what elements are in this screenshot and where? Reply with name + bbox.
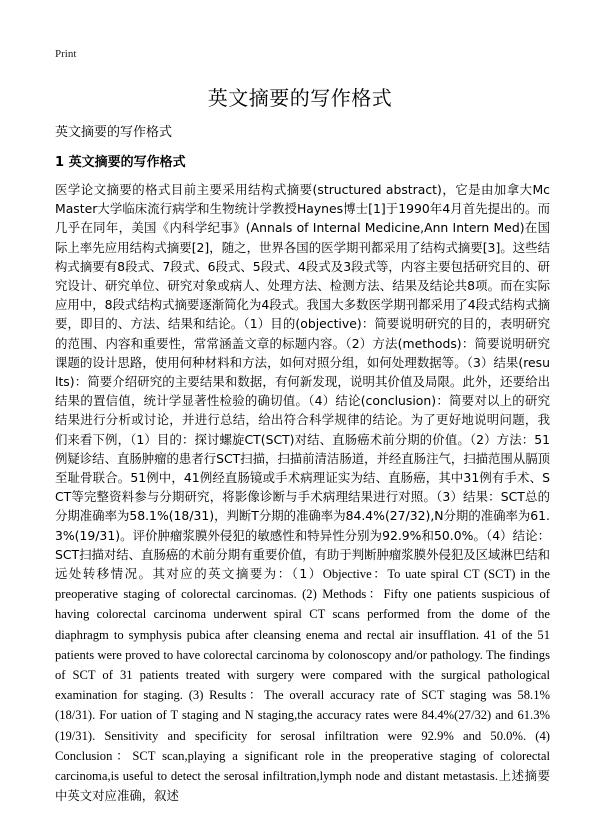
body-text-chinese: 医学论文摘要的格式目前主要采用结构式摘要(structured abstract)，它是由加拿大Mc Master大学临床流行病学和生物统计学教授Haynes博士[1]于1990年4月首先提出的。而几乎在同年，美国《内科学纪事》(Annals of Internal Medicine,Ann Intern Med)在国际上率先应用结构式摘要[2]，随之，世界各国的医学期刊都采用了结构式摘要[3]。这些结构式摘要有8段式、7段式、6段式、5段式、4段式及3段式等，内容主要包括研究目的、研究设计、研究单位、研究对象或病人、处理方法、检测方法、结果及结论共8项。而在实际应用中，8段式结构式摘要逐渐简化为4段式。我国大多数医学期刊都采用了4段式结构式摘要，即目的、方法、结果和结论。（1）目的(objective)：简要说明研究的目的，表明研究的范围、内容和重要性，常常涵盖文章的标题内容。（2）方法(methods)：简要说明研究课题的设计思路，使用何种材料和方法，如何对照分组，如何处理数据等。（3）结果(results)：简要介绍研究的主要结果和数据，有何新发现，说明其价值及局限。此外，还要给出结果的置信值，统计学显著性检验的确切值。（4）结论(conclusion)：简要对以上的研究结果进行分析或讨论，并进行总结，给出符合科学规律的结论。为了更好地说明问题，我们来看下例，（1）目的：探讨螺旋CT(SCT)对结、直肠癌术前分期的价值。（2）方法：51例疑诊结、直肠肿瘤的患者行SCT扫描，扫描前清洁肠道，并经直肠注气，扫描范围从膈顶至耻骨联合。51例中，41例经直肠镜或手术病理证实为结、直肠癌，其中31例有手术、SCT等完整资料参与分期研究，将影像诊断与手术病理结果进行对照。（3）结果：SCT总的分期准确率为58.1%(18/31)，判断T分期的准确率为84.4%(27/32),N分期的准确率为61.3%(19/31)。评价肿瘤浆膜外侵犯的敏感性和特异性分别为92.9%和50.0%。（4）结论：SCT扫描对结、直肠癌的术前分期有重要价值，有助于判断肿瘤浆膜外侵犯及区域淋巴结和远处转移情况。其对应的英文摘要为：（1） [55, 182, 550, 582]
print-label[interactable]: Print [55, 48, 77, 60]
section-heading: 1 英文摘要的写作格式 [55, 155, 186, 170]
body-paragraph [55, 180, 550, 806]
subtitle: 英文摘要的写作格式 [55, 125, 173, 140]
body-text-tail: 上述摘要中英文对应准确，叙述 [55, 768, 551, 804]
page-title: 英文摘要的写作格式 [207, 86, 393, 110]
body-text-english: Objective：To uate spiral CT (SCT) in the preoperative staging of colorectal carcinomas. (2) Methods：Fifty one patients suspicious of having colorectal carcinoma underwent spiral CT scans performed from the dome of the diaphragm to symphysis pubica after cleansing enema and rectal air insufflation. 41 of the 51 patients were proved to have colorectal carcinoma by colonoscopy and/or pathology. The findings of SCT of 31 patients treated with surgery were compared with the surgical pathological examination for staging. (3) Results：The overall accuracy rate of SCT staging was 58.1%(18/31). For uation of T staging and N staging,the accuracy rates were 84.4%(27/32) and 61.3%(19/31). Sensitivity and specificity for serosal infiltration were 92.9% and 50.0%. (4) Conclusion：SCT scan,playing a significant role in the preoperative staging of colorectal carcinoma,is useful to detect the serosal infiltration,lymph node and distant metastasis. [55, 567, 550, 784]
